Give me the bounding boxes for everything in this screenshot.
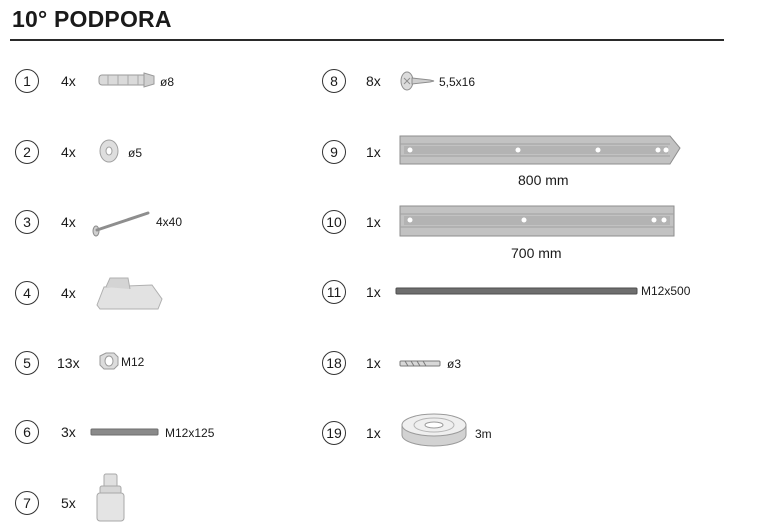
part-number: 18	[322, 351, 346, 375]
part-spec: M12	[121, 355, 145, 369]
wall-plug-icon	[96, 70, 156, 90]
washer-icon	[98, 139, 122, 163]
part-spec: 700 mm	[511, 245, 562, 261]
part-number: 7	[15, 491, 39, 515]
part-quantity: 4x	[61, 144, 76, 160]
page-title: 10° PODPORA	[12, 6, 172, 32]
part-quantity: 1x	[366, 214, 381, 230]
nail-icon	[90, 208, 152, 238]
threaded-rod-icon	[90, 427, 160, 437]
part-number: 11	[322, 280, 346, 304]
part-quantity: 1x	[366, 355, 381, 371]
part-quantity: 4x	[61, 73, 76, 89]
part-quantity: 4x	[61, 285, 76, 301]
part-spec: 4x40	[156, 215, 183, 229]
part-number: 10	[322, 210, 346, 234]
bracket-clamp-icon	[94, 275, 164, 313]
title-divider	[10, 39, 724, 41]
part-number: 2	[15, 140, 39, 164]
nut-icon	[98, 352, 120, 370]
spacer-icon	[95, 472, 127, 524]
part-quantity: 3x	[61, 424, 76, 440]
rail-icon	[398, 204, 678, 238]
part-number: 3	[15, 210, 39, 234]
rail-icon	[398, 134, 682, 168]
part-quantity: 1x	[366, 144, 381, 160]
part-spec: 5,5x16	[439, 75, 476, 89]
part-quantity: 5x	[61, 495, 76, 511]
part-spec: M12x125	[165, 426, 215, 440]
part-quantity: 1x	[366, 284, 381, 300]
part-spec: ø3	[447, 357, 462, 371]
part-number: 6	[15, 420, 39, 444]
screw-icon	[400, 70, 436, 92]
drill-bit-icon	[399, 359, 443, 369]
long-threaded-rod-icon	[395, 286, 639, 296]
part-quantity: 13x	[57, 355, 80, 371]
part-number: 1	[15, 69, 39, 93]
part-number: 9	[322, 140, 346, 164]
part-spec: 800 mm	[518, 172, 569, 188]
part-number: 4	[15, 281, 39, 305]
part-spec: M12x500	[641, 284, 691, 298]
tape-roll-icon	[399, 412, 469, 448]
part-quantity: 1x	[366, 425, 381, 441]
part-number: 8	[322, 69, 346, 93]
part-spec: ø8	[160, 75, 175, 89]
part-spec: ø5	[128, 146, 143, 160]
part-spec: 3m	[475, 427, 492, 441]
part-quantity: 4x	[61, 214, 76, 230]
part-number: 5	[15, 351, 39, 375]
part-number: 19	[322, 421, 346, 445]
part-quantity: 8x	[366, 73, 381, 89]
